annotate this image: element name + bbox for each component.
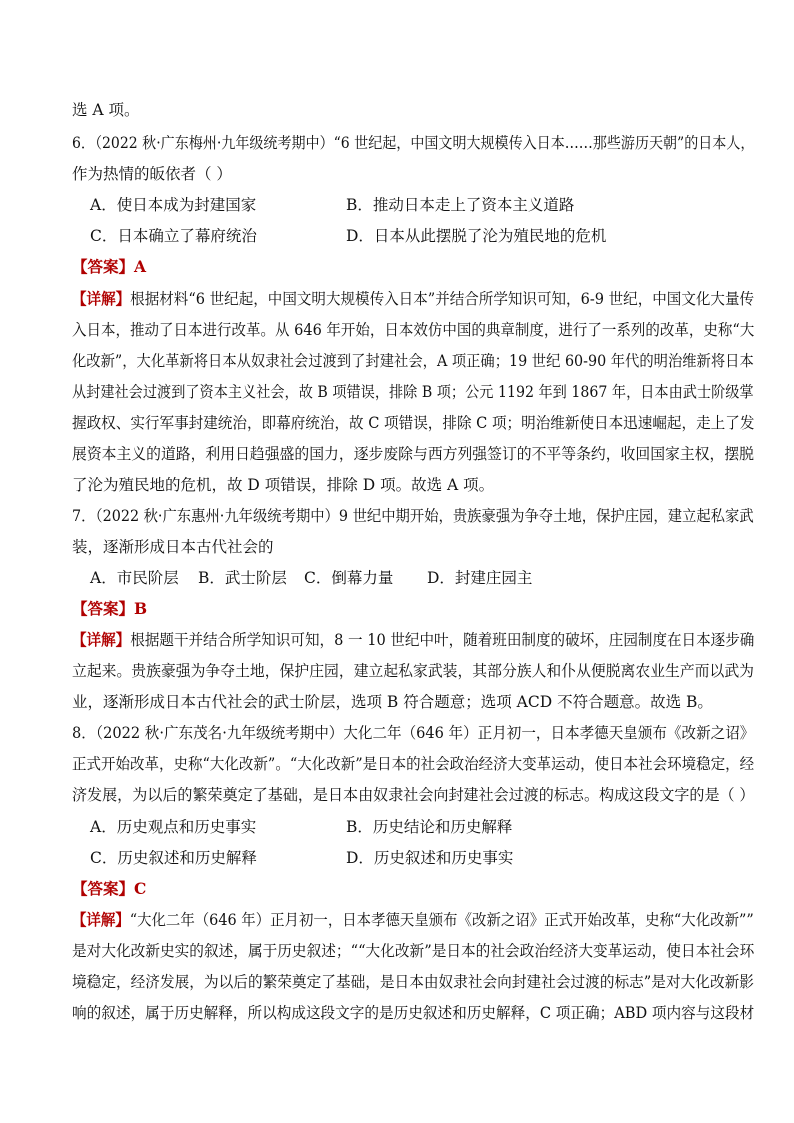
detail-tag: 【详解】: [72, 630, 131, 649]
question-7-detail-line-3: 业，逐渐形成日本古代社会的武士阶层，选项 B 符合题意；选项 ACD 不符合题意。故选 B。: [72, 693, 713, 711]
question-6-option-c: C．日本确立了幕府统治: [90, 227, 257, 245]
question-8-stem-line-3: 济发展，为以后的繁荣奠定了基础，是日本由奴隶社会向封建社会过渡的标志。构成这段文字的是（ ）: [72, 786, 755, 804]
question-8-option-a: A．历史观点和历史事实: [90, 818, 257, 836]
question-8-detail-line-2: 是对大化改新史实的叙述，属于历史叙述；““大化改新”是日本的社会政治经济大变革运动，使日本社会环: [72, 942, 755, 960]
answer-tag: 【答案】: [72, 879, 135, 898]
question-7-option-d: D．封建庄园主: [427, 569, 533, 587]
question-6-answer: [72, 257, 146, 277]
answer-value: B: [134, 599, 148, 618]
question-8-option-b: B．历史结论和历史解释: [346, 818, 513, 836]
question-6-detail-line-2: 入日本，推动了日本进行改革。从 646 年开始，日本效仿中国的典章制度，进行了一系列的改革，史称“大: [72, 321, 755, 339]
question-8-option-c: C．历史叙述和历史解释: [90, 849, 257, 867]
question-7-answer: [72, 599, 147, 619]
question-7-option-b: B．武士阶层: [198, 569, 287, 587]
question-8-stem-line-1: 8．（2022 秋·广东茂名·九年级统考期中）大化二年（646 年）正月初一，日本孝德天皇颁布《改新之诏》: [72, 724, 755, 742]
answer-value: C: [134, 879, 147, 898]
answer-value: A: [134, 257, 147, 276]
detail-text: 根据题干并结合所学知识可知，8 一 10 世纪中叶，随着班田制度的破坏，庄园制度在日本逐步确: [130, 631, 755, 649]
detail-tag: 【详解】: [72, 289, 131, 308]
detail-text: 根据材料“6 世纪起，中国文明大规模传入日本”并结合所学知识可知，6-9 世纪，中国文化大量传: [130, 290, 755, 308]
question-6-option-d: D．日本从此摆脱了沦为殖民地的危机: [346, 227, 607, 245]
detail-text: “大化二年（646 年）正月初一，日本孝德天皇颁布《改新之诏》正式开始改革，史称“大化改新””: [129, 911, 754, 929]
question-8-stem-line-2: 正式开始改革，史称“大化改新”。“大化改新”是日本的社会政治经济大变革运动，使日本社会环境稳定，经: [72, 755, 755, 773]
question-7-option-c: C．倒幕力量: [304, 569, 394, 587]
question-7-detail-line-2: 立起来。贵族豪强为争夺土地，保护庄园，建立起私家武装，其部分族人和仆从便脱离农业生产而以武为: [72, 662, 754, 680]
detail-tag: 【详解】: [72, 910, 130, 929]
question-6-detail-line-7: 了沦为殖民地的危机，故 D 项错误，排除 D 项。故选 A 项。: [72, 476, 495, 494]
question-8-detail-line-1: [72, 910, 754, 930]
answer-tag: 【答案】: [72, 257, 135, 276]
question-8-answer: [72, 879, 146, 899]
question-6-detail-line-4: 从封建社会过渡到了资本主义社会，故 B 项错误，排除 B 项；公元 1192 年到 1867 年，日本由武士阶级掌: [72, 383, 754, 401]
question-6-stem-line-2: 作为热情的皈依者（ ）: [72, 165, 232, 183]
question-6-option-b: B．推动日本走上了资本主义道路: [346, 196, 575, 214]
question-6-stem-line-1: 6．（2022 秋·广东梅州·九年级统考期中）“6 世纪起，中国文明大规模传入日本……那些游历天朝”的日本人，: [72, 134, 755, 152]
question-6-detail-line-3: 化改新”，大化革新将日本从奴隶社会过渡到了封建社会，A 项正确；19 世纪 60-90 年代的明治维新将日本: [72, 352, 754, 370]
question-7-stem-line-2: 装，逐渐形成日本古代社会的: [72, 538, 274, 556]
question-7-detail-line-1: [72, 630, 754, 650]
question-6-detail-line-6: 展资本主义的道路，利用日趋强盛的国力，逐步废除与西方列强签订的不平等条约，收回国家主权，摆脱: [72, 445, 754, 463]
question-6-option-a: A．使日本成为封建国家: [90, 196, 257, 214]
question-6-detail-line-5: 握政权、实行军事封建统治，即幕府统治，故 C 项错误，排除 C 项；明治维新使日本迅速崛起，走上了发: [72, 414, 755, 432]
answer-tag: 【答案】: [72, 599, 135, 618]
question-7-stem-line-1: 7．（2022 秋·广东惠州·九年级统考期中）9 世纪中期开始，贵族豪强为争夺土地，保护庄园，建立起私家武: [72, 507, 754, 525]
question-8-option-d: D．历史叙述和历史事实: [346, 849, 514, 867]
question-8-detail-line-4: 响的叙述，属于历史解释，所以构成这段文字的是历史叙述和历史解释，C 项正确；ABD 项内容与这段材: [72, 1004, 755, 1022]
question-6-detail-line-1: [72, 289, 754, 309]
question-7-option-a: A．市民阶层: [90, 569, 179, 587]
question-8-detail-line-3: 境稳定，经济发展，为以后的繁荣奠定了基础，是日本由奴隶社会向封建社会过渡的标志”是对大化改新影: [72, 973, 754, 991]
previous-answer-tail: 选 A 项。: [72, 101, 140, 119]
